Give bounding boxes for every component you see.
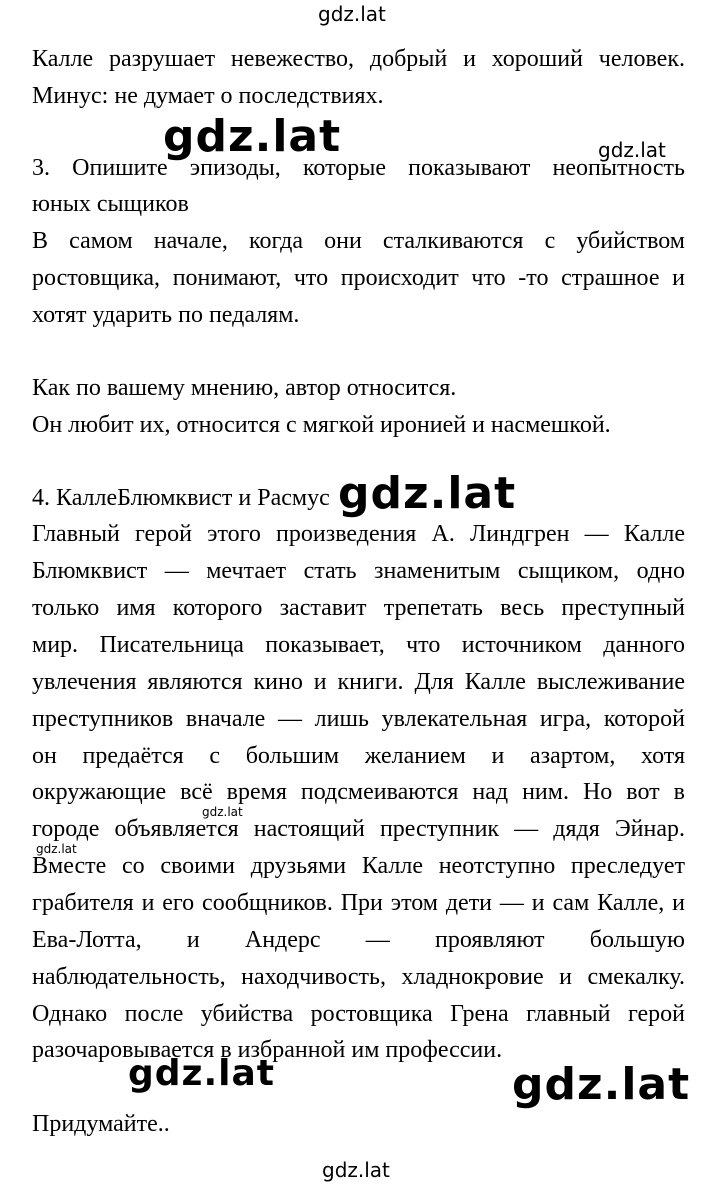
text-line: Минус: не думает о последствиях. bbox=[32, 83, 384, 109]
text-line: юных сыщиков bbox=[32, 191, 189, 217]
watermark: gdz.lat bbox=[128, 1053, 276, 1094]
watermark: gdz.lat bbox=[598, 138, 666, 162]
text-line: В самом начале, когда они сталкиваются с убийством bbox=[32, 228, 685, 254]
text-line: хотят ударить по педалям. bbox=[32, 302, 300, 328]
text-line: Главный герой этого произведения А. Линдгрен — Калле bbox=[32, 521, 685, 547]
text-line: Он любит их, относится с мягкой иронией и насмешкой. bbox=[32, 412, 611, 438]
text-line: увлечения являются кино и книги. Для Калле выслеживание bbox=[32, 669, 685, 695]
watermark: gdz.lat bbox=[36, 842, 77, 856]
watermark: gdz.lat bbox=[318, 2, 386, 26]
text-line: окружающие всё время подсмеиваются над ним. Но вот в bbox=[32, 779, 685, 805]
watermark: gdz.lat bbox=[163, 111, 342, 162]
text-line: ростовщика, понимают, что происходит что -то страшное и bbox=[32, 265, 685, 291]
text-line: Калле разрушает невежество, добрый и хороший человек. bbox=[32, 46, 685, 72]
text-line: 4. КаллеБлюмквист и Расмус bbox=[32, 485, 330, 511]
text-line: Как по вашему мнению, автор относится. bbox=[32, 375, 457, 401]
text-line: Однако после убийства ростовщика Грена главный герой bbox=[32, 1001, 685, 1027]
text-line: Вместе со своими друзьями Калле неотступно преследует bbox=[32, 853, 685, 879]
text-line: он предаётся с большим желанием и азартом, хотя bbox=[32, 743, 685, 769]
watermark: gdz.lat bbox=[202, 805, 243, 819]
text-line: городе объявляется настоящий преступник — дядя Эйнар. bbox=[32, 816, 685, 842]
text-line: преступников вначале — лишь увлекательная игра, которой bbox=[32, 706, 685, 732]
text-line: Придумайте.. bbox=[32, 1111, 170, 1137]
watermark: gdz.lat bbox=[322, 1158, 390, 1182]
text-line: Ева-Лотта, и Андерс — проявляют большую bbox=[32, 927, 685, 953]
text-line: грабителя и его сообщников. При этом дети — и сам Калле, и bbox=[32, 890, 685, 916]
text-line: Блюмквист — мечтает стать знаменитым сыщиком, одно bbox=[32, 558, 685, 584]
text-line: наблюдательность, находчивость, хладнокровие и смекалку. bbox=[32, 964, 685, 990]
text-line: разочаровывается в избранной им профессии. bbox=[32, 1037, 503, 1063]
text-line: мир. Писательница показывает, что источником данного bbox=[32, 632, 685, 658]
watermark: gdz.lat bbox=[338, 468, 517, 519]
text-line: 3. Опишите эпизоды, которые показывают неопытность bbox=[32, 155, 685, 181]
watermark: gdz.lat bbox=[512, 1059, 691, 1110]
text-line: только имя которого заставит трепетать весь преступный bbox=[32, 595, 685, 621]
